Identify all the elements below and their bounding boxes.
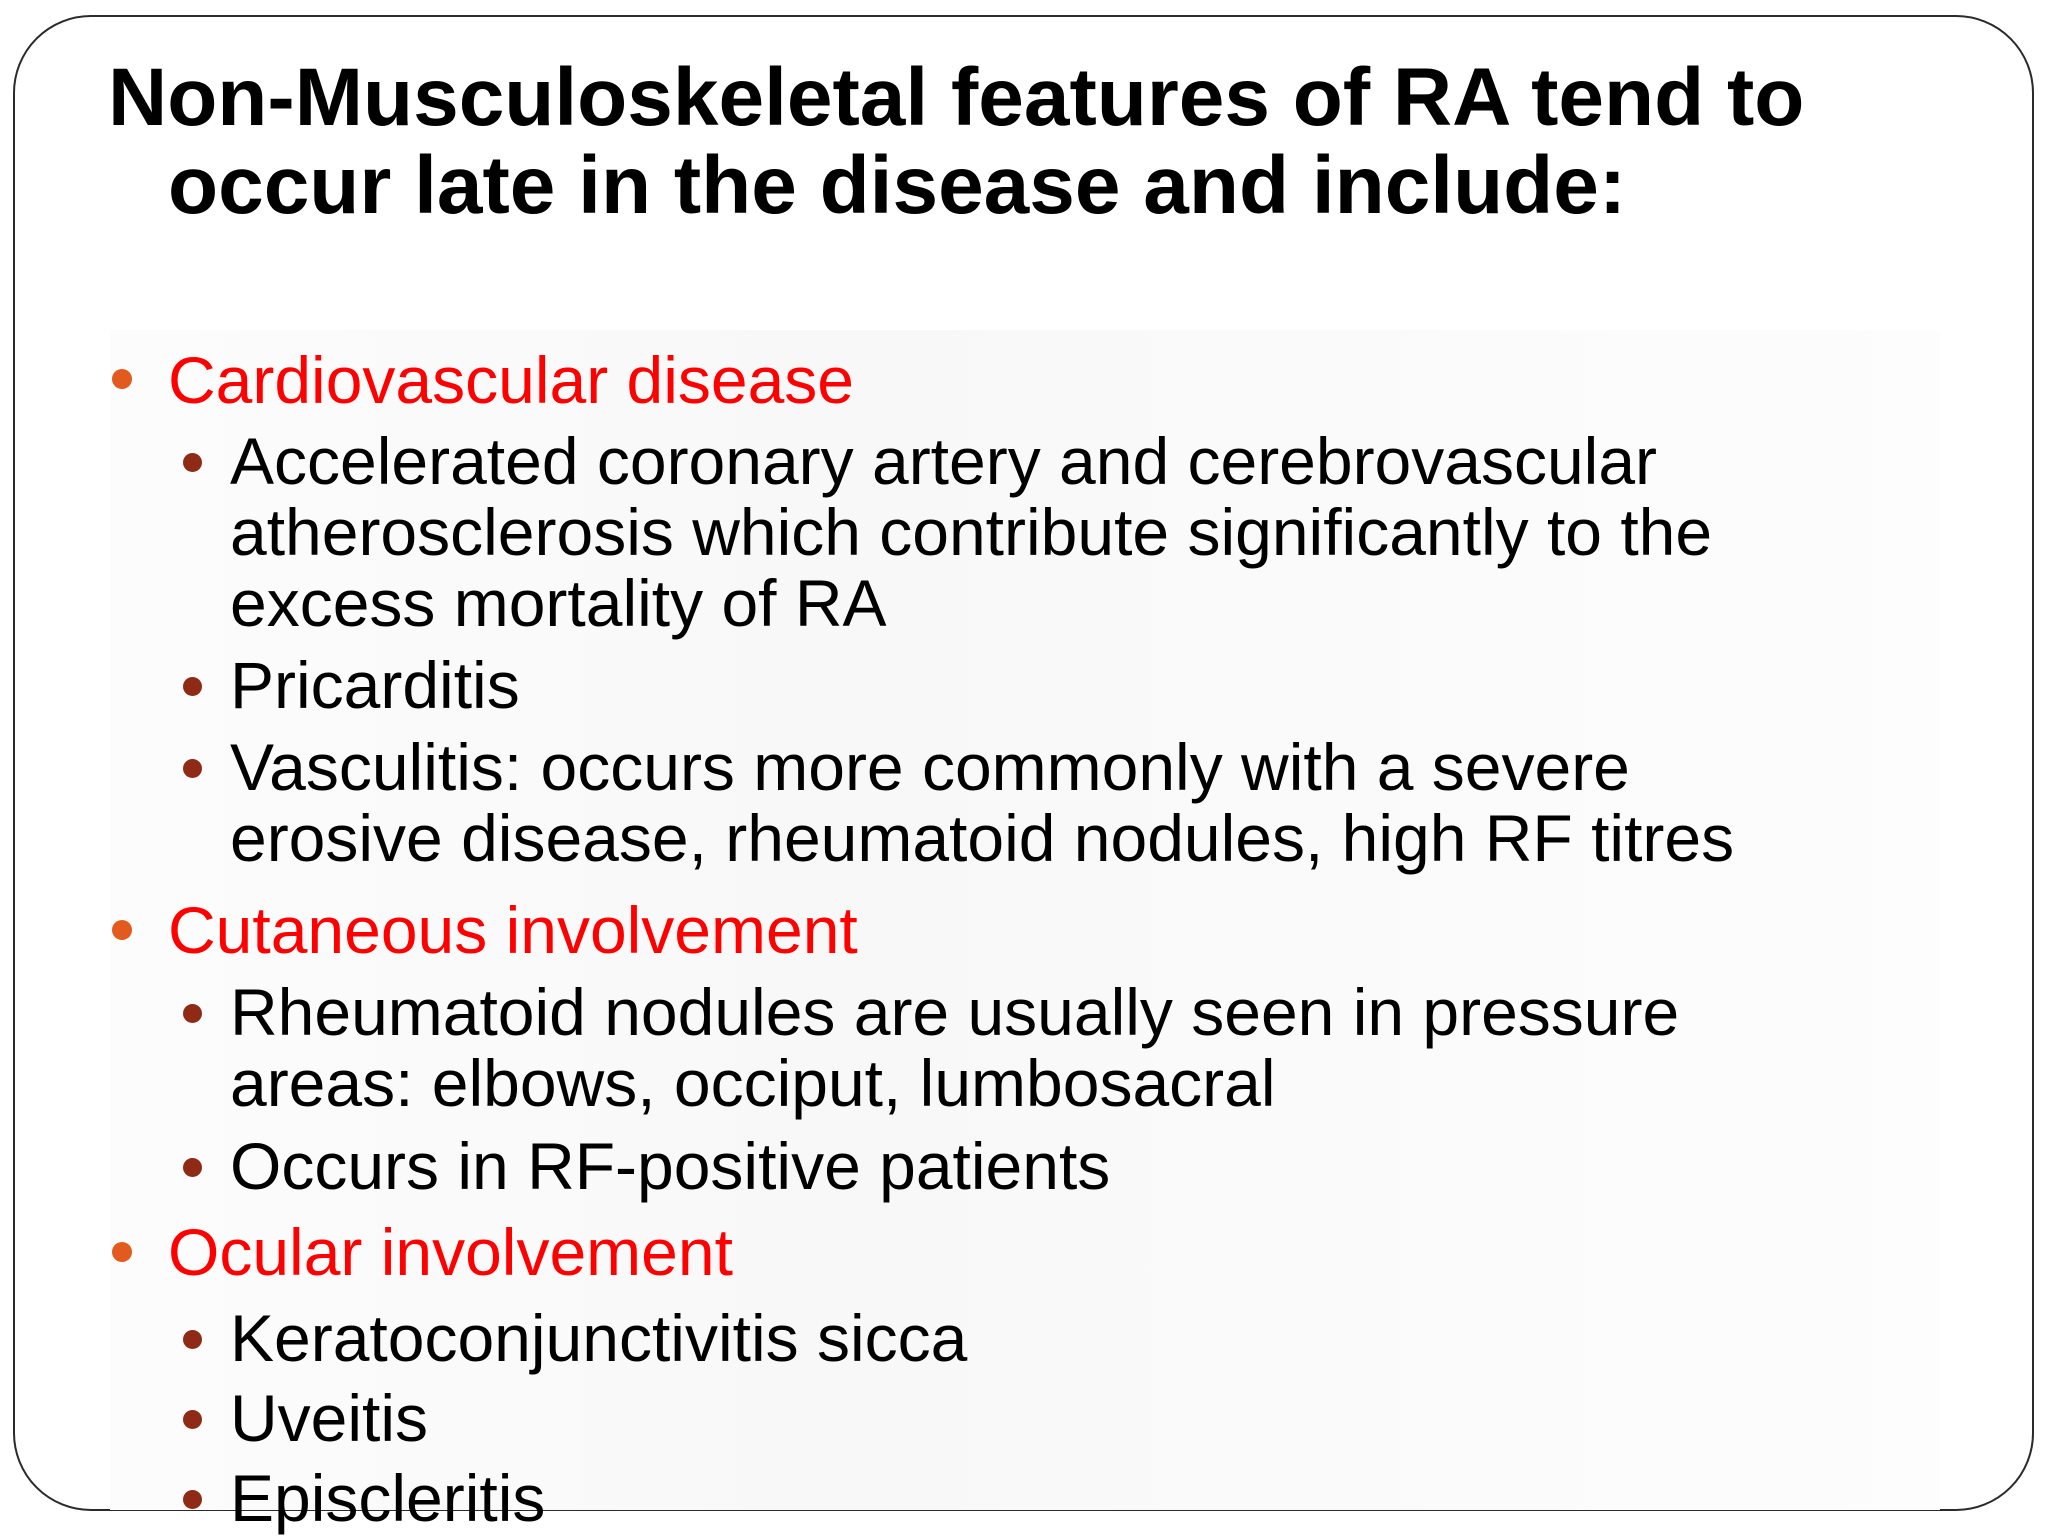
sub-bullet-icon <box>183 759 202 778</box>
section-heading-cardiovascular: Cardiovascular disease <box>168 343 855 417</box>
title-line-2: occur late in the disease and include: <box>168 140 1627 231</box>
list-item-line: Accelerated coronary artery and cerebrovascular <box>230 424 1658 498</box>
sub-bullet-icon <box>183 1490 202 1509</box>
list-item-line: Rheumatoid nodules are usually seen in pressure <box>230 975 1680 1049</box>
list-item-line: Pricarditis <box>230 648 520 722</box>
list-item-line: Episcleritis <box>230 1461 546 1535</box>
section-heading-cutaneous: Cutaneous involvement <box>168 893 858 967</box>
sub-bullet-icon <box>183 1330 202 1349</box>
list-item-line: Uveitis <box>230 1381 429 1455</box>
sub-bullet-icon <box>183 453 202 472</box>
list-item-line: areas: elbows, occiput, lumbosacral <box>230 1046 1276 1120</box>
heading-bullet-icon <box>112 920 132 940</box>
section-heading-ocular: Ocular involvement <box>168 1215 733 1289</box>
list-item-line: excess mortality of RA <box>230 566 887 640</box>
list-item-line: Keratoconjunctivitis sicca <box>230 1301 968 1375</box>
list-item-line: Occurs in RF-positive patients <box>230 1129 1111 1203</box>
title-line-1: Non-Musculoskeletal features of RA tend to <box>108 52 1805 143</box>
list-item-line: atherosclerosis which contribute significantly to the <box>230 495 1713 569</box>
sub-bullet-icon <box>183 677 202 696</box>
sub-bullet-icon <box>183 1158 202 1177</box>
list-item-line: Vasculitis: occurs more commonly with a severe <box>230 730 1630 804</box>
list-item-line: erosive disease, rheumatoid nodules, high RF titres <box>230 801 1735 875</box>
heading-bullet-icon <box>112 369 132 389</box>
heading-bullet-icon <box>112 1242 132 1262</box>
sub-bullet-icon <box>183 1410 202 1429</box>
sub-bullet-icon <box>183 1004 202 1023</box>
